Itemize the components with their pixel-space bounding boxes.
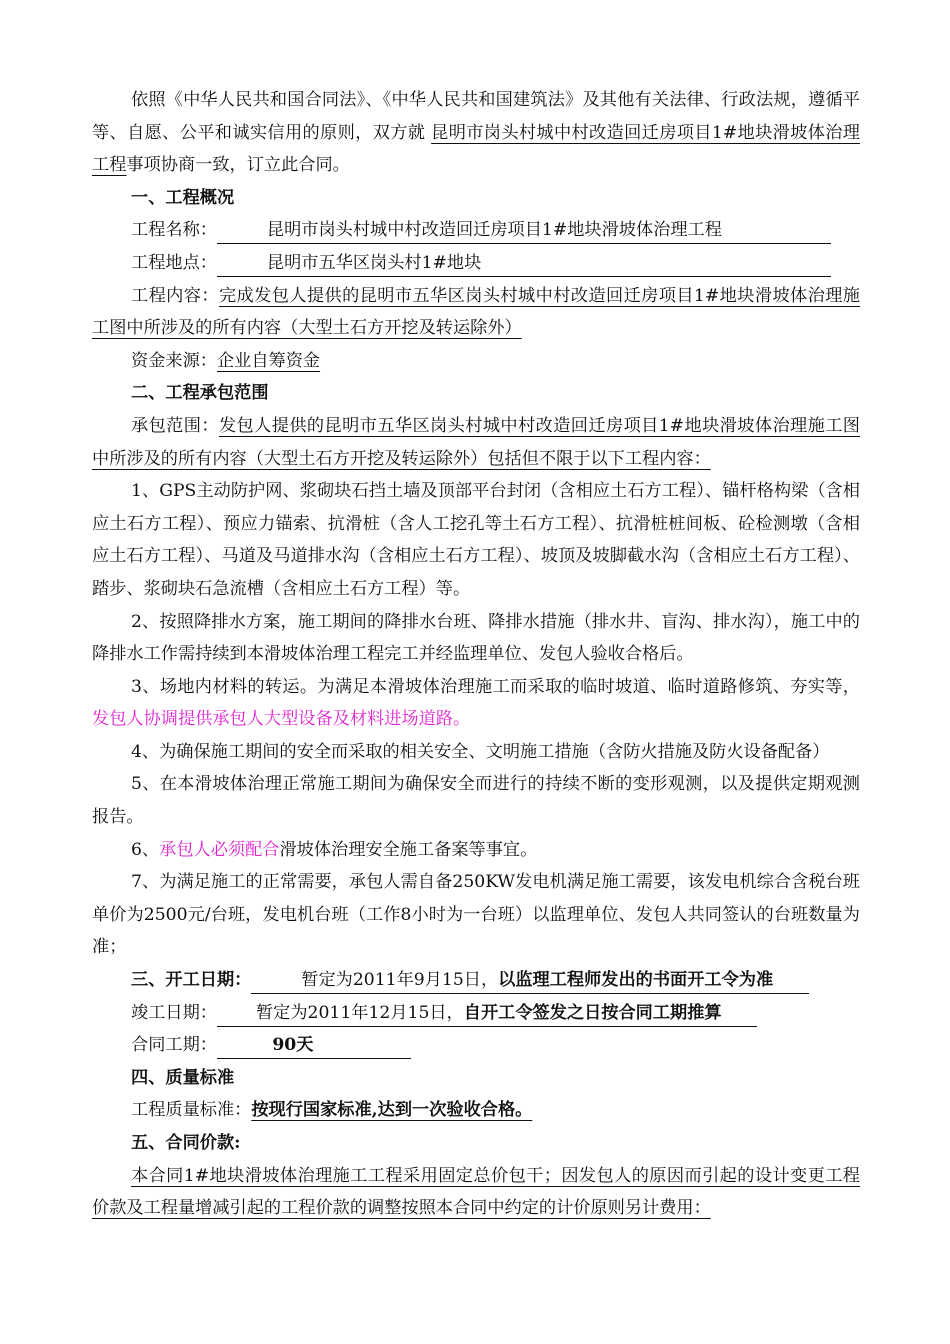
intro-paragraph [92, 84, 860, 182]
scope-row [92, 410, 860, 475]
project-content-label: 工程内容： [131, 285, 219, 306]
section-2-heading: 二、工程承包范围 [131, 383, 269, 404]
project-name-field [217, 217, 831, 244]
scope-item-6-text: 滑坡体治理安全施工备案等事宜。 [279, 839, 538, 860]
end-date-label: 竣工日期： [131, 1002, 217, 1023]
scope-item-3-highlight: 发包人协调提供承包人大型设备及材料进场道路。 [92, 709, 471, 730]
end-date-row [92, 997, 860, 1030]
scope-item-5: 5、在本滑坡体治理正常施工期间为确保安全而进行的持续不断的变形观测，以及提供定期观测报告。 [92, 774, 860, 828]
scope-item-3-text: 3、场地内材料的转运。为满足本滑坡体治理施工而采取的临时坡道、临时道路修筑、夯实等， [131, 676, 860, 697]
fund-source-value: 企业自筹资金 [216, 350, 321, 371]
project-name-label: 工程名称： [131, 220, 217, 241]
contract-period-value: 90天 [272, 1035, 314, 1056]
project-location-label: 工程地点： [131, 252, 217, 273]
scope-item-3 [92, 671, 860, 736]
end-date-value: 暂定为2011年12月15日， [255, 1002, 464, 1023]
project-name-inline: 昆明市岗头村城中村改造回迁房项目1#地块滑坡体治理工程 [92, 122, 860, 176]
project-location-value: 昆明市五华区岗头村1#地块 [266, 252, 482, 273]
scope-item-4: 4、为确保施工期间的安全而采取的相关安全、文明施工措施（含防火措施及防火设备配备） [131, 741, 830, 762]
end-date-condition: 自开工令签发之日按合同工期推算 [463, 1002, 722, 1023]
scope-item-1: 1、GPS主动防护网、浆砌块石挡土墙及顶部平台封闭（含相应土石方工程）、锚杆格构梁（含相应土石方工程）、预应力锚索、抗滑桩（含人工挖孔等土石方工程）、抗滑桩桩间板、砼检测墩（含相应土石方工程）、马道及马道排水沟（含相应土石方工程）、坡顶及坡脚截水沟（含相应土石方工程）、踏步、浆砌块石急流槽（含相应土石方工程）等。 [92, 481, 860, 599]
project-content-value: 完成发包人提供的昆明市五华区岗头村城中村改造回迁房项目1#地块滑坡体治理施工图中所涉及的所有内容（大型土石方开挖及转运除外） [92, 285, 860, 339]
start-date-field [251, 967, 809, 994]
project-location-field [217, 250, 831, 277]
contract-period-row [92, 1029, 860, 1062]
start-date-label: 三、开工日期： [131, 970, 252, 991]
section-4-heading: 四、质量标准 [131, 1067, 235, 1088]
start-date-value: 暂定为2011年9月15日， [301, 970, 499, 991]
project-name-value: 昆明市岗头村城中村改造回迁房项目1#地块滑坡体治理工程 [266, 220, 722, 241]
scope-item-6-highlight: 承包人必须配合 [159, 839, 280, 860]
contract-price-text: 本合同1#地块滑坡体治理施工工程采用固定总价包干；因发包人的原因而引起的设计变更工程价款及工程量增减引起的工程价款的调整按照本合同中约定的计价原则另计费用： [92, 1165, 860, 1219]
project-name-row [92, 214, 860, 247]
end-date-field [217, 1000, 757, 1027]
quality-standard-label: 工程质量标准： [131, 1100, 252, 1121]
scope-label: 承包范围： [131, 415, 219, 436]
quality-standard-value: 按现行国家标准,达到一次验收合格。 [251, 1100, 533, 1121]
intro-text: 依照《中华人民共和国合同法》、《中华人民共和国建筑法》及其他有关法律、行政法规，遵循平等、自愿、公平和诚实信用的原则，双方就 [92, 90, 860, 143]
contract-page [92, 84, 860, 1225]
scope-value: 发包人提供的昆明市五华区岗头村城中村改造回迁房项目1#地块滑坡体治理施工图中所涉及的所有内容（大型土石方开挖及转运除外）包括但不限于以下工程内容： [92, 415, 860, 469]
fund-source-row [92, 345, 860, 378]
contract-period-label: 合同工期： [131, 1035, 217, 1056]
project-location-row [92, 247, 860, 280]
start-date-condition: 以监理工程师发出的书面开工令为准 [498, 970, 774, 991]
start-date-row [92, 964, 860, 997]
scope-item-6 [92, 834, 860, 867]
section-1-heading: 一、工程概况 [131, 187, 235, 208]
scope-item-2: 2、按照降排水方案，施工期间的降排水台班、降排水措施（排水井、盲沟、排水沟），施工中的降排水工作需持续到本滑坡体治理工程完工并经监理单位、发包人验收合格后。 [92, 611, 860, 665]
scope-item-7: 7、为满足施工的正常需要，承包人需自备250KW发电机满足施工需要，该发电机综合含税台班单价为2500元/台班，发电机台班（工作8小时为一台班）以监理单位、发包人共同签认的台班数量为准； [92, 872, 860, 958]
intro-closing: 事项协商一致，订立此合同。 [126, 155, 350, 176]
scope-item-6-number: 6、 [131, 839, 160, 860]
quality-standard-row [92, 1094, 860, 1127]
section-5-heading: 五、合同价款: [131, 1133, 241, 1153]
contract-period-field [217, 1032, 411, 1059]
project-content-row [92, 280, 860, 345]
fund-source-label: 资金来源： [131, 350, 217, 371]
